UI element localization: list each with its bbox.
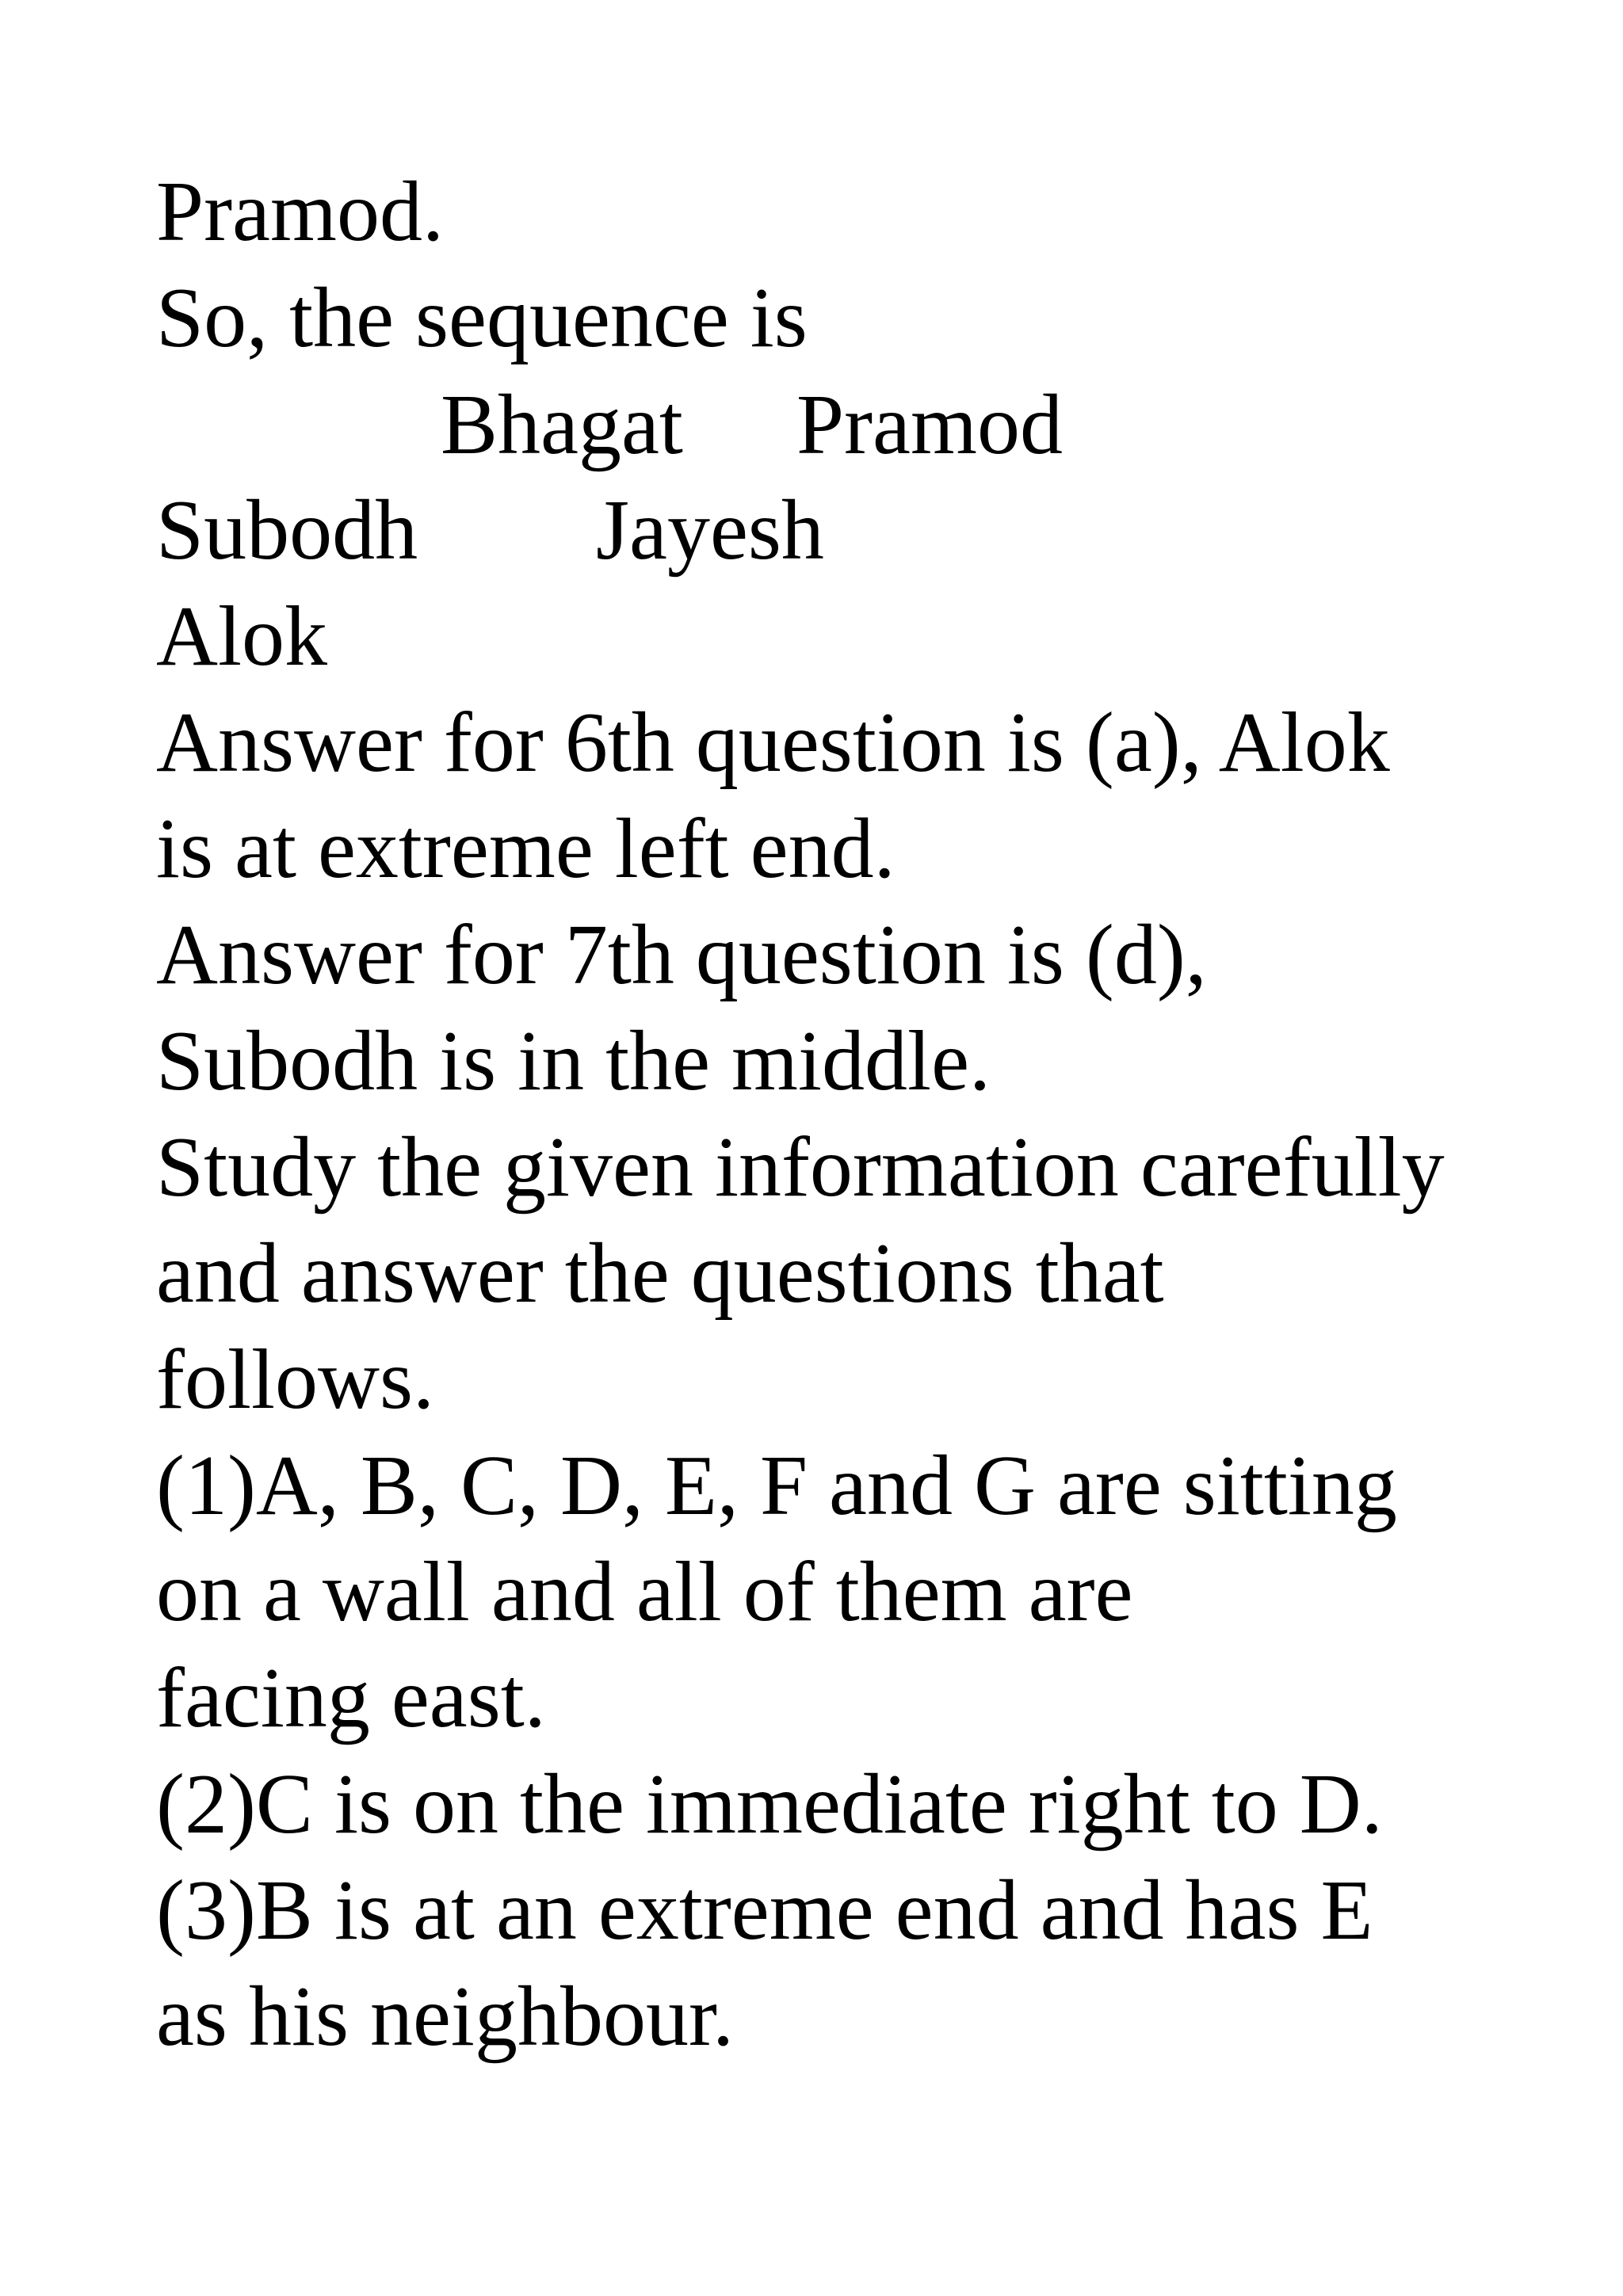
text-line-clue-1: (1)A, B, C, D, E, F and G are sitting <box>156 1439 1397 1533</box>
sequence-name-alok: Alok <box>156 589 327 684</box>
sequence-name-jayesh: Jayesh <box>596 483 824 578</box>
text-line-answer-7-cont: Subodh is in the middle. <box>156 1014 991 1108</box>
text-line-answer-6-cont: is at extreme left end. <box>156 802 896 896</box>
text-line-sequence-intro: So, the sequence is <box>156 271 808 365</box>
sequence-name-pramod: Pramod <box>796 378 1063 472</box>
text-line-answer-6: Answer for 6th question is (a), Alok <box>156 696 1390 790</box>
text-line-clue-1-end: facing east. <box>156 1651 546 1745</box>
text-line-clue-3: (3)B is at an extreme end and has E <box>156 1863 1373 1958</box>
text-line-study: Study the given information carefully <box>156 1120 1445 1215</box>
text-line-study-cont: and answer the questions that <box>156 1226 1164 1321</box>
text-line-clue-2: (2)C is on the immediate right to D. <box>156 1757 1383 1852</box>
text-line-answer-7: Answer for 7th question is (d), <box>156 908 1207 1002</box>
text-line-pramod: Pramod. <box>156 165 444 259</box>
text-line-clue-1-cont: on a wall and all of them are <box>156 1545 1133 1639</box>
sequence-name-subodh: Subodh <box>156 483 418 578</box>
text-line-follows: follows. <box>156 1333 434 1427</box>
sequence-name-bhagat: Bhagat <box>441 378 683 472</box>
text-line-clue-3-cont: as his neighbour. <box>156 1970 734 2064</box>
